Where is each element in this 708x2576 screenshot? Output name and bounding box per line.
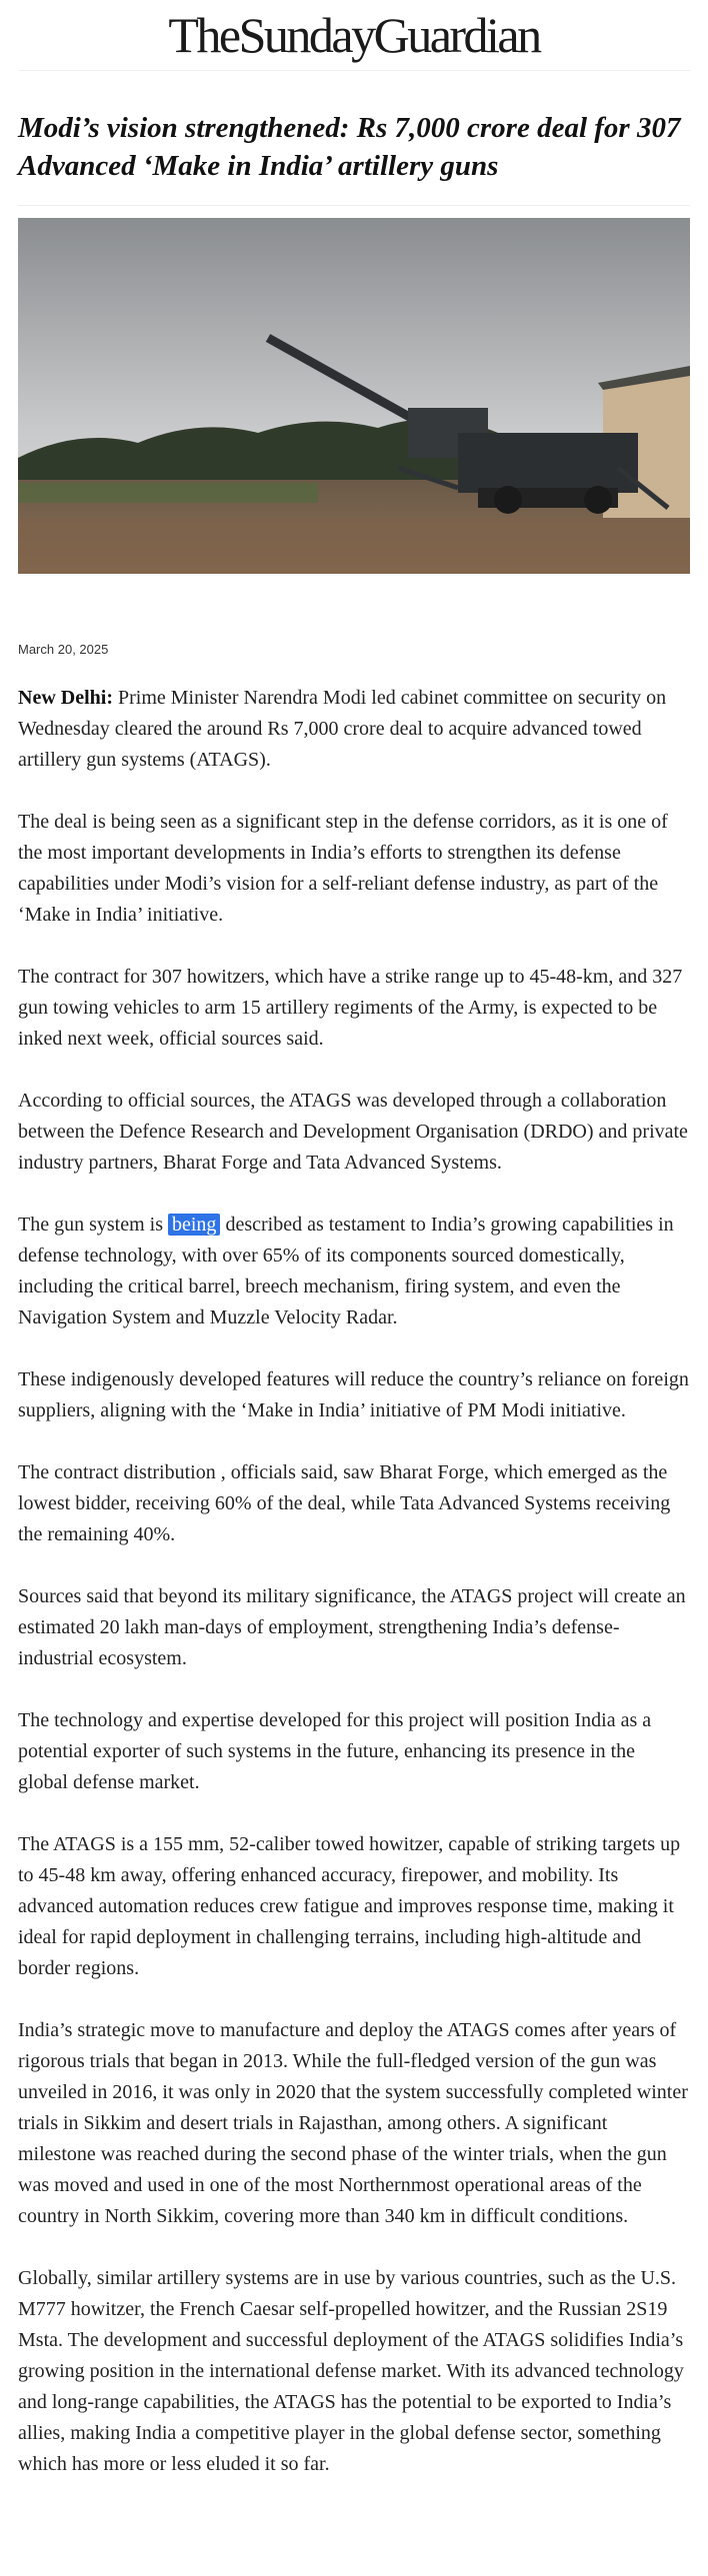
article-title: Modi’s vision strengthened: Rs 7,000 crore deal for 307 Advanced ‘Make in India’ artillery guns bbox=[18, 109, 690, 206]
paragraph: The ATAGS is a 155 mm, 52-caliber towed howitzer, capable of striking targets up to 45-48 km away, offering enhanced accuracy, firepower, and mobility. Its advanced automation reduces crew fatigue and improves response time, making it ideal for rapid deployment in challenging terrains, including high-altitude and border regions. bbox=[18, 1833, 681, 1979]
masthead bbox=[18, 0, 690, 71]
paragraph: The contract for 307 howitzers, which have a strike range up to 45-48-km, and 327 gun towing vehicles to arm 15 artillery regiments of the Army, is expected to be inked next week, official sources said. bbox=[18, 966, 683, 1050]
paragraph-text: The gun system is bbox=[18, 1214, 168, 1236]
selected-text-highlight[interactable]: being bbox=[168, 1214, 220, 1236]
article-body bbox=[18, 683, 690, 2480]
paragraph: India’s strategic move to manufacture and deploy the ATAGS comes after years of rigorous trials that began in 2013. While the full-fledged version of the gun was unveiled in 2016, it was only in 2020 that the system successfully completed winter trials in Sikkim and desert trials in Rajasthan, among others. A significant milestone was reached during the second phase of the winter trials, when the gun was moved and used in one of the most Northernmost operational areas of the country in North Sikkim, covering more than 340 km in difficult conditions. bbox=[18, 2019, 688, 2227]
paragraph: According to official sources, the ATAGS was developed through a collaboration between the Defence Research and Development Organisation (DRDO) and private industry partners, Bharat Forge and Tata Advanced Systems. bbox=[18, 1090, 688, 1174]
paragraph bbox=[18, 683, 690, 776]
paragraph-text: described as testament to India’s growing capabilities in defense technology, with over 65% of its components sourced domestically, including the critical barrel, breech mechanism, firing system, and even the Navigation System and Muzzle Velocity Radar. bbox=[18, 1214, 674, 1328]
dateline: New Delhi: bbox=[18, 687, 113, 709]
paragraph bbox=[18, 1210, 690, 1333]
paragraph: These indigenously developed features will reduce the country’s reliance on foreign suppliers, aligning with the ‘Make in India’ initiative of PM Modi initiative. bbox=[18, 1368, 689, 1421]
paragraph: Sources said that beyond its military significance, the ATAGS project will create an estimated 20 lakh man-days of employment, strengthening India’s defense-industrial ecosystem. bbox=[18, 1585, 686, 1669]
artillery-gun-photo bbox=[18, 218, 690, 574]
article-hero-image bbox=[18, 218, 690, 574]
paragraph: Globally, similar artillery systems are in use by various countries, such as the U.S. M777 howitzer, the French Caesar self-propelled howitzer, and the Russian 2S19 Msta. The development and successful deployment of the ATAGS solidifies India’s growing position in the international defense market. With its advanced technology and long-range capabilities, the ATAGS has the potential to be exported to India’s allies, making India a competitive player in the global defense sector, something which has more or less eluded it so far. bbox=[18, 2267, 684, 2475]
paragraph-text: Prime Minister Narendra Modi led cabinet committee on security on Wednesday cleared the around Rs 7,000 crore deal to acquire advanced towed artillery gun systems (ATAGS). bbox=[18, 687, 667, 771]
site-logo[interactable]: TheSundayGuardian bbox=[168, 7, 540, 63]
paragraph: The technology and expertise developed for this project will position India as a potential exporter of such systems in the future, enhancing its presence in the global defense market. bbox=[18, 1709, 652, 1793]
paragraph: The contract distribution , officials said, saw Bharat Forge, which emerged as the lowest bidder, receiving 60% of the deal, while Tata Advanced Systems receiving the remaining 40%. bbox=[18, 1461, 671, 1545]
article-date: March 20, 2025 bbox=[18, 642, 109, 657]
paragraph: The deal is being seen as a significant step in the defense corridors, as it is one of the most important developments in India’s efforts to strengthen its defense capabilities under Modi’s vision for a self-reliant defense industry, as part of the ‘Make in India’ initiative. bbox=[18, 811, 668, 926]
